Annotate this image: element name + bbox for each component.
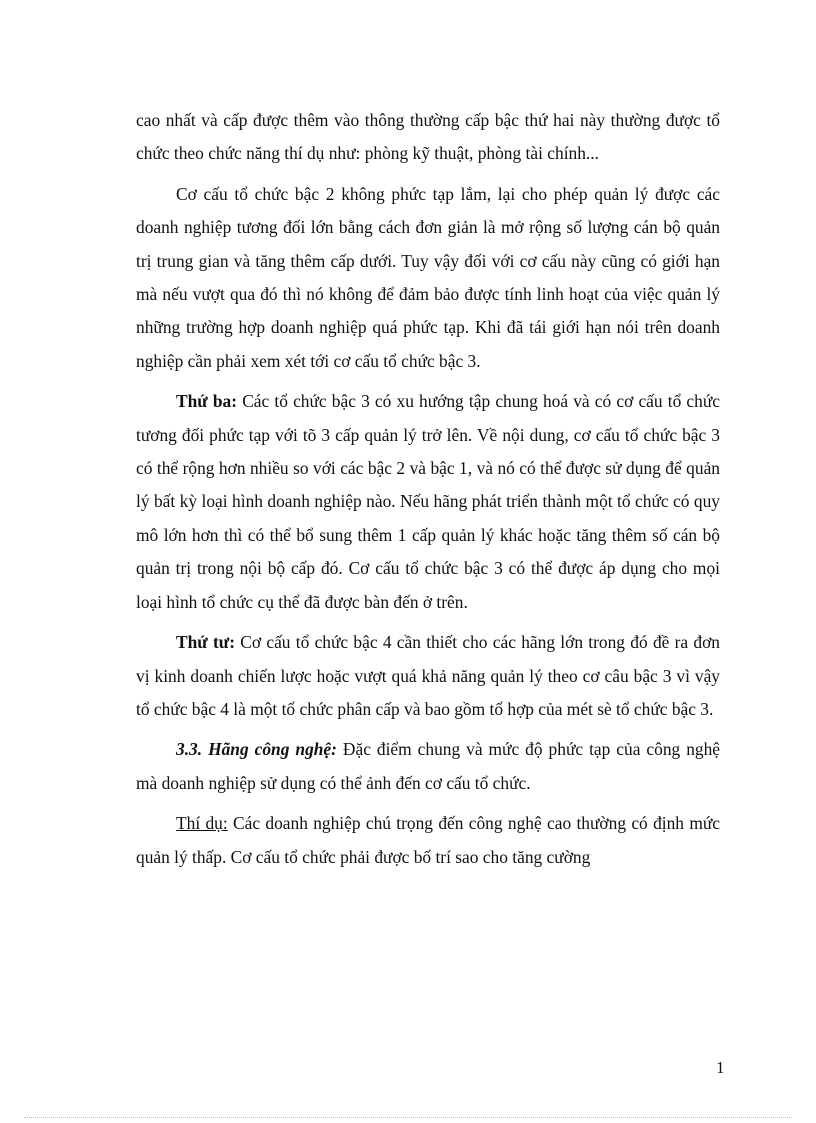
page-number: 1 — [716, 1058, 725, 1077]
paragraph-example — [136, 807, 720, 874]
paragraph-text: Đặc điểm chung và mức độ phức tạp của công nghệ mà doanh nghiệp sử dụng có thể ảnh đến cơ cấu tổ chức. — [136, 739, 720, 793]
paragraph-text: Cơ cấu tổ chức bậc 4 cần thiết cho các hãng lớn trong đó đề ra đơn vị kinh doanh chiến lược hoặc vượt quá khả năng quản lý theo cơ câu bậc 3 vì vậy tổ chức bậc 4 là một tổ chức phân cấp và bao gồm tổ hợp của mét sè tổ chức bậc 3. — [136, 632, 721, 719]
paragraph-continuation — [136, 104, 720, 171]
paragraph-third-level — [136, 385, 720, 619]
paragraph-text: cao nhất và cấp được thêm vào thông thường cấp bậc thứ hai này thường được tổ chức theo chức năng thí dụ như: phòng kỹ thuật, phòng tài chính... — [136, 110, 720, 164]
footer-divider — [24, 1117, 792, 1118]
paragraph-fourth-level — [136, 626, 720, 726]
section-heading: 3.3. Hãng công nghệ: — [176, 739, 337, 760]
paragraph-label: Thứ tư: — [176, 632, 236, 653]
paragraph-text: Các doanh nghiệp chú trọng đến công nghệ cao thường có định mức quản lý thấp. Cơ cấu tổ chức phải được bố trí sao cho tăng cường — [136, 813, 720, 867]
paragraph-technology-firm — [136, 733, 720, 800]
paragraph-text: Các tổ chức bậc 3 có xu hướng tập chung hoá và có cơ cấu tổ chức tương đối phức tạp với tõ 3 cấp quản lý trở lên. Về nội dung, cơ cấu tổ chức bậc 3 có thể rộng hơn nhiều so với các bậc 2 và bậc 1, và nó có thể được sử dụng để quản lý bất kỳ loại hình doanh nghiệp nào. Nếu hãng phát triển thành một tổ chức có quy mô lớn hơn thì có thể bổ sung thêm 1 cấp quản lý khác hoặc tăng thêm số cán bộ quản trị trong nội bộ cấp đó. Cơ cấu tổ chức bậc 3 có thể được áp dụng cho mọi loại hình tổ chức cụ thể đã được bàn đến ở trên. — [136, 391, 720, 612]
paragraph-text: Cơ cấu tổ chức bậc 2 không phức tạp lắm, lại cho phép quản lý được các doanh nghiệp tương đối lớn bằng cách đơn giản là mở rộng số lượng cán bộ quản trị trung gian và tăng thêm cấp dưới. Tuy vậy đối với cơ cấu này cũng có giới hạn mà nếu vượt qua đó thì nó không để đảm bảo được tính linh hoạt của việc quản lý những trường hợp doanh nghiệp quá phức tạp. Khi đã tái giới hạn nói trên doanh nghiệp cần phải xem xét tới cơ cấu tổ chức bậc 3. — [136, 183, 720, 371]
paragraph-level-2-structure — [136, 178, 720, 378]
paragraph-label: Thứ ba: — [176, 391, 238, 412]
body-text — [136, 104, 720, 881]
example-label: Thí dụ: — [176, 813, 228, 834]
